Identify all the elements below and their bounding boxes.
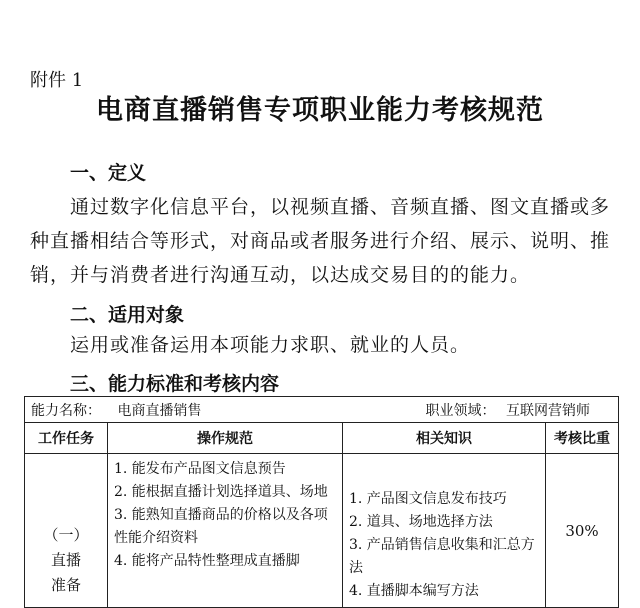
table-meta-row: [25, 397, 619, 423]
assessment-table: [24, 396, 619, 608]
knowledge-cell: [343, 454, 546, 608]
target-audience-text: 运用或准备运用本项能力求职、就业的人员。: [70, 334, 471, 356]
field-label: 职业领域：: [425, 402, 496, 419]
spec-item: 3. 能熟知直播商品的价格以及各项性能介绍资料: [114, 507, 328, 546]
spec-item: 2. 能根据直播计划选择道具、场地: [114, 484, 328, 500]
weight-cell: 30%: [546, 454, 619, 608]
header-weight: 考核比重: [546, 423, 619, 454]
spec-item: 1. 能发布产品图文信息预告: [114, 461, 286, 477]
header-task: 工作任务: [25, 423, 108, 454]
knowledge-item: 4. 直播脚本编写方法: [349, 583, 479, 599]
knowledge-item: 1. 产品图文信息发布技巧: [349, 491, 507, 507]
task-line: （一）: [43, 526, 89, 544]
section-3-heading: 三、能力标准和考核内容: [70, 373, 280, 395]
table-row: [25, 454, 619, 608]
task-cell: [25, 454, 108, 608]
ability-name-value: 电商直播销售: [117, 402, 202, 419]
knowledge-item: 3. 产品销售信息收集和汇总方法: [349, 537, 535, 576]
section-2-heading: 二、适用对象: [70, 304, 185, 326]
knowledge-item: 2. 道具、场地选择方法: [349, 514, 493, 530]
document-title: 电商直播销售专项职业能力考核规范: [96, 95, 544, 126]
task-line: 直播: [50, 551, 81, 569]
definition-line-2: 种直播相结合等形式，对商品或者服务进行介绍、展示、说明、推: [30, 230, 611, 252]
spec-cell: [108, 454, 343, 608]
section-1-heading: 一、定义: [70, 162, 147, 184]
header-knowledge: 相关知识: [343, 423, 546, 454]
task-line: 准备: [50, 576, 81, 594]
ability-name-label: 能力名称：: [31, 402, 101, 419]
header-spec: 操作规范: [108, 423, 343, 454]
definition-line-1: 通过数字化信息平台，以视频直播、音频直播、图文直播或多: [70, 196, 611, 218]
attachment-label: 附件 1: [30, 70, 84, 91]
field-value: 互联网营销师: [506, 402, 590, 419]
spec-item: 4. 能将产品特性整理成直播脚: [114, 553, 300, 569]
definition-line-3: 销，并与消费者进行沟通互动，以达成交易目的的能力。: [30, 264, 531, 286]
